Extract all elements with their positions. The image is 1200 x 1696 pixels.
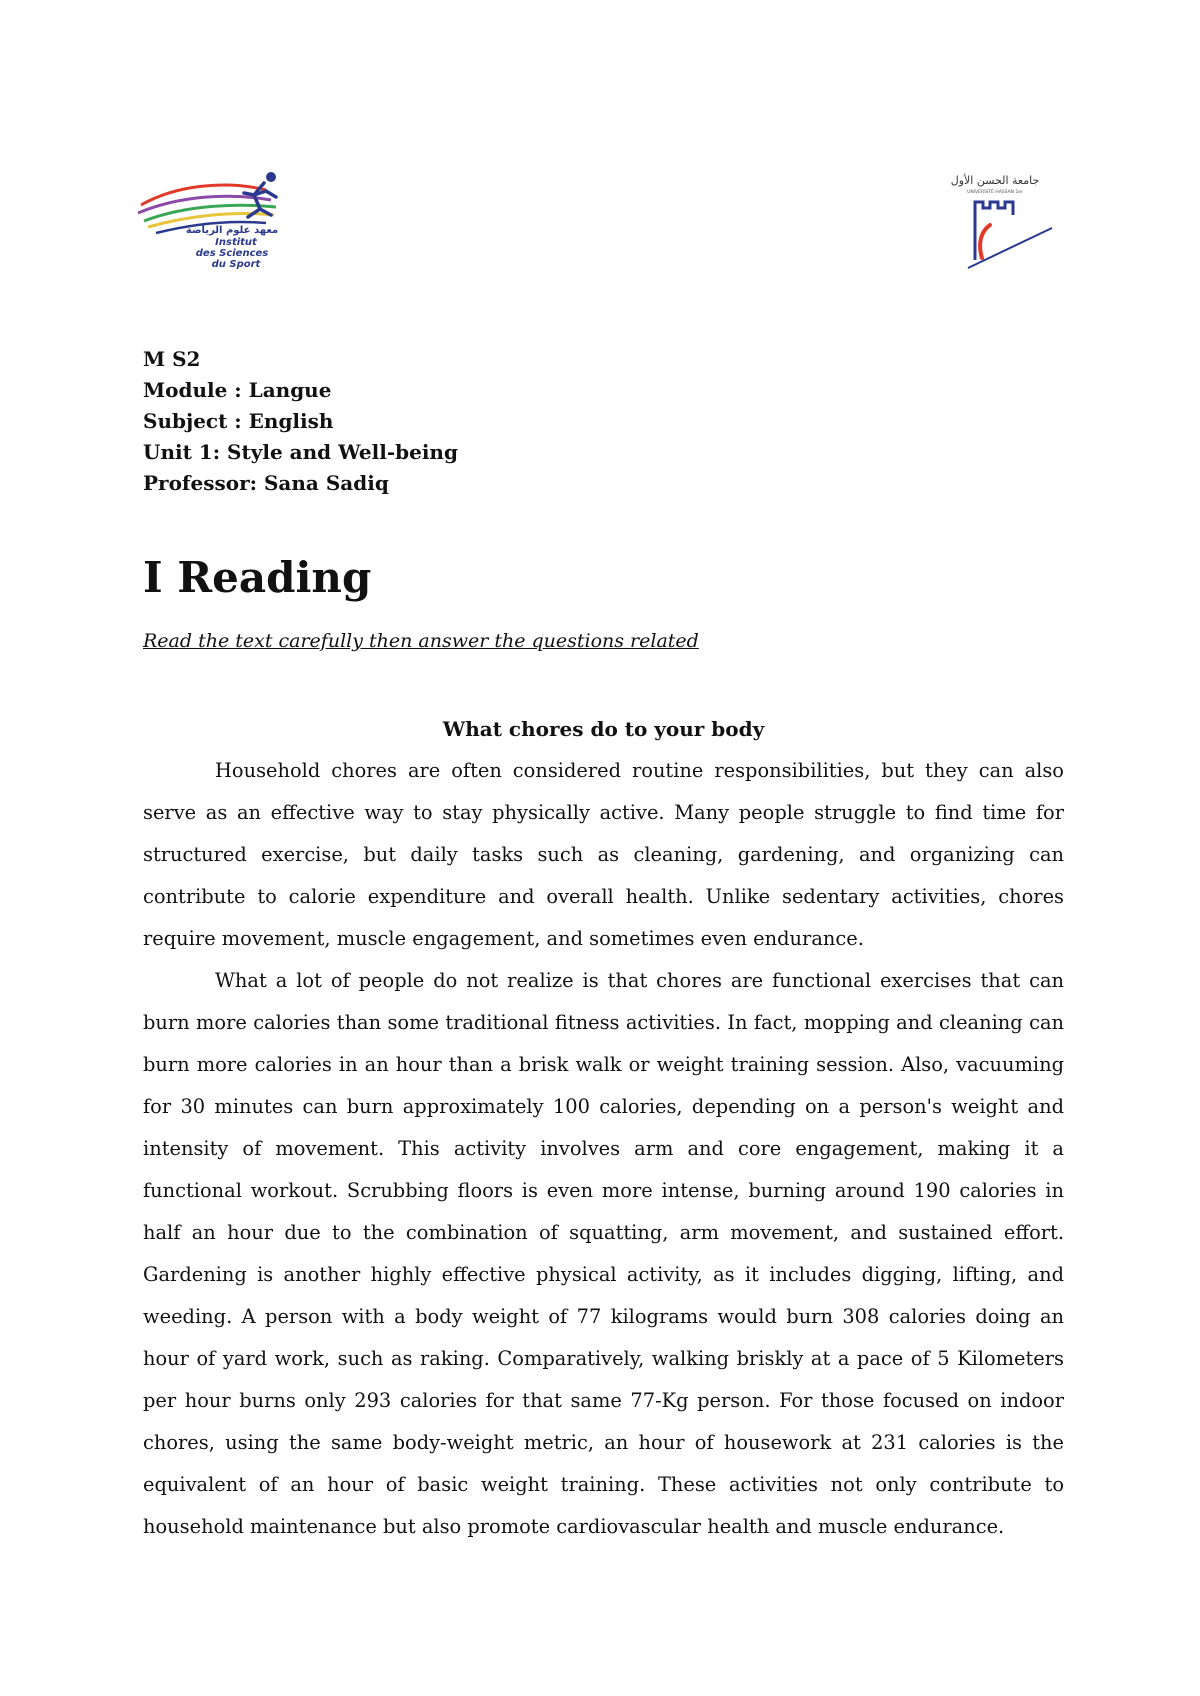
svg-text:معهد علوم الرياضة: معهد علوم الرياضة — [185, 225, 279, 236]
svg-text:du Sport: du Sport — [211, 259, 261, 270]
course-subject: Subject : English — [143, 409, 334, 433]
section-title: I Reading — [143, 553, 372, 602]
course-info — [143, 344, 458, 499]
article-paragraph: What a lot of people do not realize is that chores are functional exercises that can burn more calories than some traditional fitness activities. In fact, mopping and cleaning can burn more calories in an hour than a brisk walk or weight training session. Also, vacuuming for 30 minutes can burn approximately 100 calories, depending on a person's weight and intensity of movement. This activity involves arm and core engagement, making it a functional workout. Scrubbing floors is even more intense, burning around 190 calories in half an hour due to the combination of squatting, arm movement, and sustained effort. Gardening is another highly effective physical activity, as it includes digging, lifting, and weeding. A person with a body weight of 77 kilograms would burn 308 calories doing an hour of yard work, such as raking. Comparatively, walking briskly at a pace of 5 Kilometers per hour burns only 293 calories for that same 77-Kg person. For those focused on indoor chores, using the same body-weight metric, an hour of housework at 231 calories is the equivalent of an hour of basic weight training. These activities not only contribute to household maintenance but also promote cardiovascular health and muscle endurance. — [143, 969, 1064, 1538]
institut-sciences-sport-logo — [136, 165, 296, 280]
course-professor: Professor: Sana Sadiq — [143, 471, 389, 495]
svg-text:جامعة الحسن الأول: جامعة الحسن الأول — [950, 174, 1040, 187]
article-title: What chores do to your body — [442, 717, 765, 741]
article-body — [143, 750, 1064, 1548]
reading-instruction: Read the text carefully then answer the questions related — [143, 630, 699, 652]
universite-hassan-logo — [940, 170, 1060, 280]
tower-logo-icon — [940, 170, 1060, 280]
article-paragraph: Household chores are often considered routine responsibilities, but they can also serve as an effective way to stay physically active. Many people struggle to find time for structured exercise, but daily tasks such as cleaning, gardening, and organizing can contribute to calorie expenditure and overall health. Unlike sedentary activities, chores require movement, muscle engagement, and sometimes even endurance. — [143, 759, 1064, 950]
svg-text:des Sciences: des Sciences — [195, 248, 269, 259]
svg-text:UNIVERSITÉ HASSAN 1er: UNIVERSITÉ HASSAN 1er — [967, 190, 1023, 195]
runner-logo-icon — [136, 165, 296, 280]
course-module: Module : Langue — [143, 378, 332, 402]
course-unit: Unit 1: Style and Well-being — [143, 440, 458, 464]
svg-text:Institut: Institut — [215, 237, 257, 248]
course-level: M S2 — [143, 347, 201, 371]
